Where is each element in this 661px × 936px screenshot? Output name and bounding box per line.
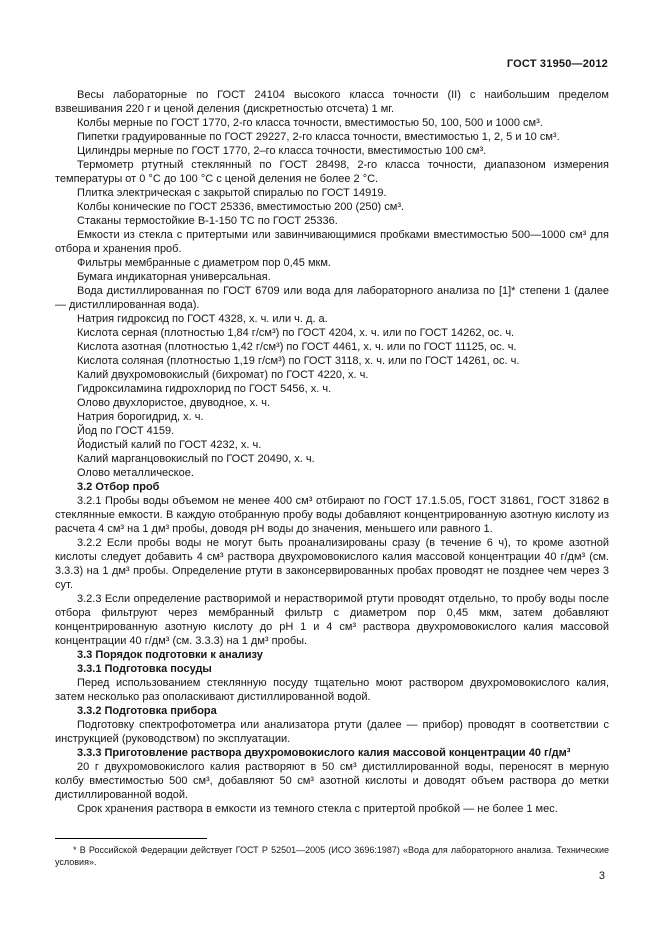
paragraph: Пипетки градуированные по ГОСТ 29227, 2-го класса точности, вместимостью 1, 2, 5 и 10 см³. [77, 131, 560, 143]
page-number: 3 [598, 870, 605, 882]
paragraph: Кислота соляная (плотностью 1,19 г/см³) по ГОСТ 3118, х. ч. или по ГОСТ 14261, ос. ч. [77, 355, 520, 367]
paragraph: Колбы мерные по ГОСТ 1770, 2-го класса точности, вместимостью 50, 100, 500 и 1000 см³. [77, 117, 543, 129]
paragraph: Калий двухромовокислый (бихромат) по ГОСТ 4220, х. ч. [77, 369, 369, 381]
footnote-text: * В Российской Федерации действует ГОСТ Р 52501—2005 (ИСО 3696:1987) «Вода для лабораторного анализа. Технические условия». [55, 845, 609, 867]
paragraph: 20 г двухромовокислого калия растворяют в 50 см³ дистиллированной воды, переносят в мерную колбу вместимостью 500 см³, добавляют 50 см³ азотной кислоты и доводят объем раствора до метки дистиллированной водой. [55, 761, 609, 801]
paragraph: Калий марганцовокислый по ГОСТ 20490, х. ч. [77, 453, 315, 465]
paragraph: Стаканы термостойкие В-1-150 ТС по ГОСТ 25336. [77, 215, 338, 227]
paragraph: 3.2.3 Если определение растворимой и нерастворимой ртути проводят отдельно, то пробу воды после отбора фильтруют через мембранный фильтр с диаметром пор 0,45 мкм, затем добавляют концентрированную азотную кислоту до рН 1 и 4 см³ раствора двухромовокислого калия массовой концентрации 40 г/дм³ (см. 3.3.3) на 1 дм³ пробы. [55, 593, 609, 647]
paragraph: Гидроксиламина гидрохлорид по ГОСТ 5456, х. ч. [77, 383, 332, 395]
document-body [55, 88, 609, 816]
paragraph: Плитка электрическая с закрытой спиралью по ГОСТ 14919. [77, 187, 387, 199]
paragraph: Весы лабораторные по ГОСТ 24104 высокого класса точности (II) с наибольшим пределом взвешивания 220 г и ценой деления (дискретностью отсчета) 1 мг. [55, 89, 609, 115]
doc-number: ГОСТ 31950—2012 [506, 58, 608, 70]
paragraph: 3.2.2 Если пробы воды не могут быть проанализированы сразу (в течение 6 ч), то кроме азотной кислоты следует добавить 4 см³ раствора двухромовокислого калия массовой концентрации 40 г/дм³ (см. 3.3.3) на 1 дм³ пробы. Определение ртути в законсервированных пробах проводят не позднее чем через 3 сут. [55, 537, 609, 591]
paragraph: 3.2.1 Пробы воды объемом не менее 400 см³ отбирают по ГОСТ 17.1.5.05, ГОСТ 31861, ГОСТ 31862 в стеклянные емкости. В каждую отобранную пробу воды добавляют концентрированную азотную кислоту из расчета 4 см³ на 1 дм³ пробы, доводя рН воды до значения, меньшего или равного 1. [55, 495, 609, 535]
section-heading-3-3: 3.3 Порядок подготовки к анализу [77, 649, 263, 661]
paragraph: Натрия гидроксид по ГОСТ 4328, х. ч. или ч. д. а. [77, 313, 328, 325]
section-heading-3-3-2: 3.3.2 Подготовка прибора [77, 705, 217, 717]
paragraph: Олово двухлористое, двуводное, х. ч. [77, 397, 271, 409]
paragraph: Термометр ртутный стеклянный по ГОСТ 28498, 2-го класса точности, диапазоном измерения температуры от 0 °С до 100 °С с ценой деления не более 2 °С. [55, 159, 609, 185]
footnote-divider [55, 838, 207, 839]
paragraph: Подготовку спектрофотометра или анализатора ртути (далее — прибор) проводят в соответствии с инструкцией (руководством) по эксплуатации. [55, 719, 609, 745]
paragraph: Емкости из стекла с притертыми или завинчивающимися пробками вместимостью 500—1000 см³ для отбора и хранения проб. [55, 229, 609, 255]
section-heading-3-2: 3.2 Отбор проб [77, 481, 160, 493]
paragraph: Срок хранения раствора в емкости из темного стекла с притертой пробкой — не более 1 мес. [77, 803, 558, 815]
paragraph: Олово металлическое. [77, 467, 194, 479]
paragraph: Йод по ГОСТ 4159. [77, 425, 175, 437]
paragraph: Кислота серная (плотностью 1,84 г/см³) по ГОСТ 4204, х. ч. или по ГОСТ 14262, ос. ч. [77, 327, 515, 339]
paragraph: Фильтры мембранные с диаметром пор 0,45 мкм. [77, 257, 331, 269]
section-heading-3-3-3: 3.3.3 Приготовление раствора двухромовокислого калия массовой концентрации 40 г/дм³ [77, 747, 571, 759]
paragraph: Колбы конические по ГОСТ 25336, вместимостью 200 (250) см³. [77, 201, 405, 213]
paragraph: Перед использованием стеклянную посуду тщательно моют раствором двухромовокислого калия, затем несколько раз ополаскивают дистиллированной водой. [55, 677, 609, 703]
section-heading-3-3-1: 3.3.1 Подготовка посуды [77, 663, 212, 675]
paragraph: Цилиндры мерные по ГОСТ 1770, 2–го класса точности, вместимостью 100 см³. [77, 145, 487, 157]
paragraph: Вода дистиллированная по ГОСТ 6709 или вода для лабораторного анализа по [1]* степени 1 (далее — дистиллированная вода). [55, 285, 609, 311]
paragraph: Йодистый калий по ГОСТ 4232, х. ч. [77, 439, 262, 451]
paragraph: Кислота азотная (плотностью 1,42 г/см³) по ГОСТ 4461, х. ч. или по ГОСТ 11125, ос. ч. [77, 341, 517, 353]
footnote [55, 838, 609, 868]
paragraph: Натрия борогидрид, х. ч. [77, 411, 204, 423]
paragraph: Бумага индикаторная универсальная. [77, 271, 271, 283]
